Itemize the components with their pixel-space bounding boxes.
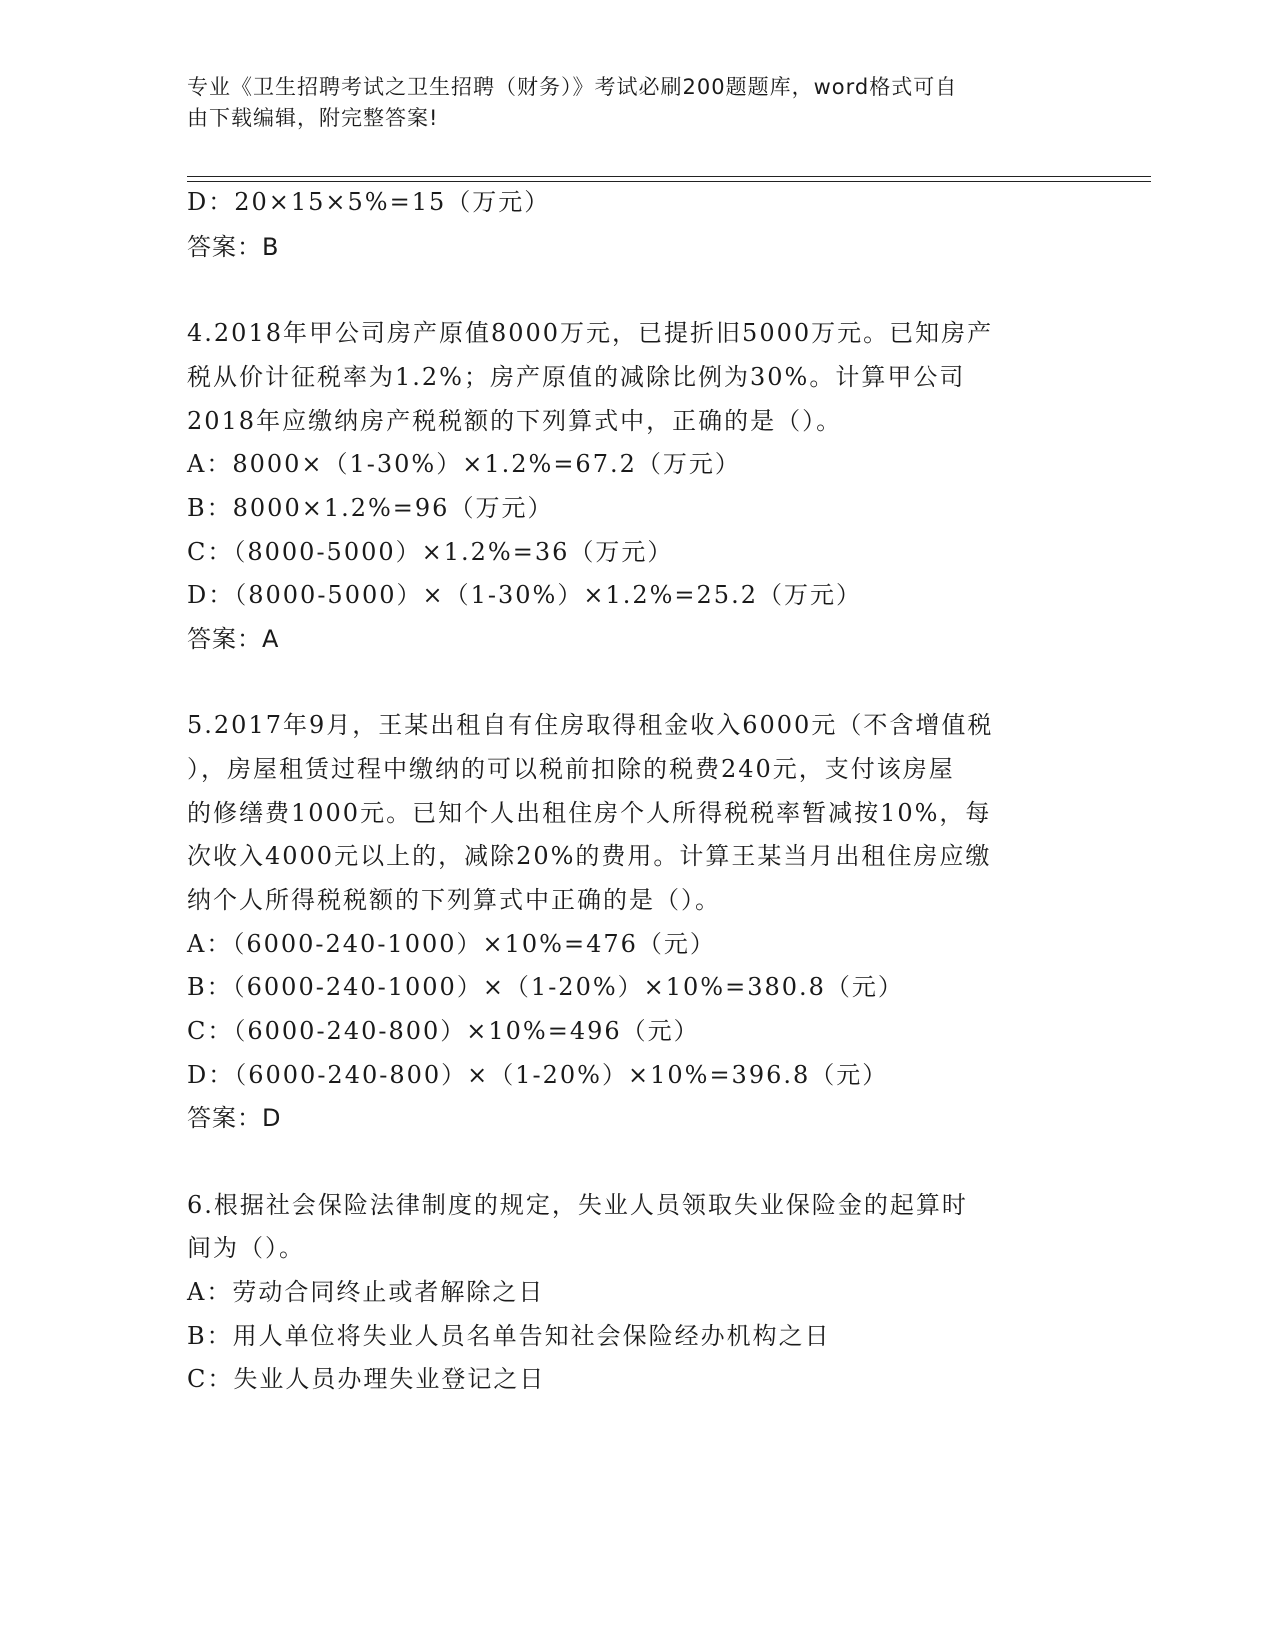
q5-option-d: D：（6000-240-800）×（1-20%）×10%=396.8（元） [187, 1061, 889, 1089]
q4-stem-line-3: 2018年应缴纳房产税税额的下列算式中，正确的是（）。 [187, 407, 843, 435]
q5-option-a: A：（6000-240-1000）×10%=476（元） [187, 930, 716, 958]
q5-option-c: C：（6000-240-800）×10%=496（元） [187, 1017, 700, 1045]
q4-option-d: D：（8000-5000）×（1-30%）×1.2%=25.2（万元） [187, 581, 862, 609]
header-line-2: 由下载编辑，附完整答案! [187, 106, 439, 130]
q5-stem-line-5: 纳个人所得税税额的下列算式中正确的是（）。 [187, 886, 721, 914]
header-divider-bottom [187, 181, 1151, 182]
q4-answer: 答案：A [187, 625, 280, 653]
q6-option-b: B：用人单位将失业人员名单告知社会保险经办机构之日 [187, 1322, 831, 1350]
q4-option-c: C：（8000-5000）×1.2%=36（万元） [187, 538, 674, 566]
q5-stem-line-1: 5.2017年9月，王某出租自有住房取得租金收入6000元（不含增值税 [187, 711, 994, 739]
q4-option-b: B：8000×1.2%=96（万元） [187, 494, 554, 522]
q6-stem-line-1: 6.根据社会保险法律制度的规定，失业人员领取失业保险金的起算时 [187, 1191, 968, 1219]
q4-option-a: A：8000×（1-30%）×1.2%=67.2（万元） [187, 450, 741, 478]
q5-stem-line-2: ），房屋租赁过程中缴纳的可以税前扣除的税费240元，支付该房屋 [187, 755, 955, 783]
q6-stem-line-2: 间为（）。 [187, 1234, 305, 1262]
q5-stem-line-4: 次收入4000元以上的，减除20%的费用。计算王某当月出租住房应缴 [187, 842, 992, 870]
header-divider-top [187, 176, 1151, 177]
q6-option-a: A：劳动合同终止或者解除之日 [187, 1278, 545, 1306]
page-header [187, 72, 1067, 134]
q3-option-d: D：20×15×5%=15（万元） [187, 188, 551, 216]
q5-stem-line-3: 的修缮费1000元。已知个人出租住房个人所得税税率暂减按10%，每 [187, 799, 992, 827]
q5-option-b: B：（6000-240-1000）×（1-20%）×10%=380.8（元） [187, 973, 904, 1001]
header-line-1: 专业《卫生招聘考试之卫生招聘（财务）》考试必刷200题题库，word格式可自 [187, 75, 958, 99]
q5-answer: 答案：D [187, 1104, 282, 1132]
q6-option-c: C：失业人员办理失业登记之日 [187, 1365, 546, 1393]
q4-stem-line-1: 4.2018年甲公司房产原值8000万元，已提折旧5000万元。已知房产 [187, 319, 994, 347]
q3-answer: 答案：B [187, 233, 280, 261]
q4-stem-line-2: 税从价计征税率为1.2%；房产原值的减除比例为30%。计算甲公司 [187, 363, 966, 391]
